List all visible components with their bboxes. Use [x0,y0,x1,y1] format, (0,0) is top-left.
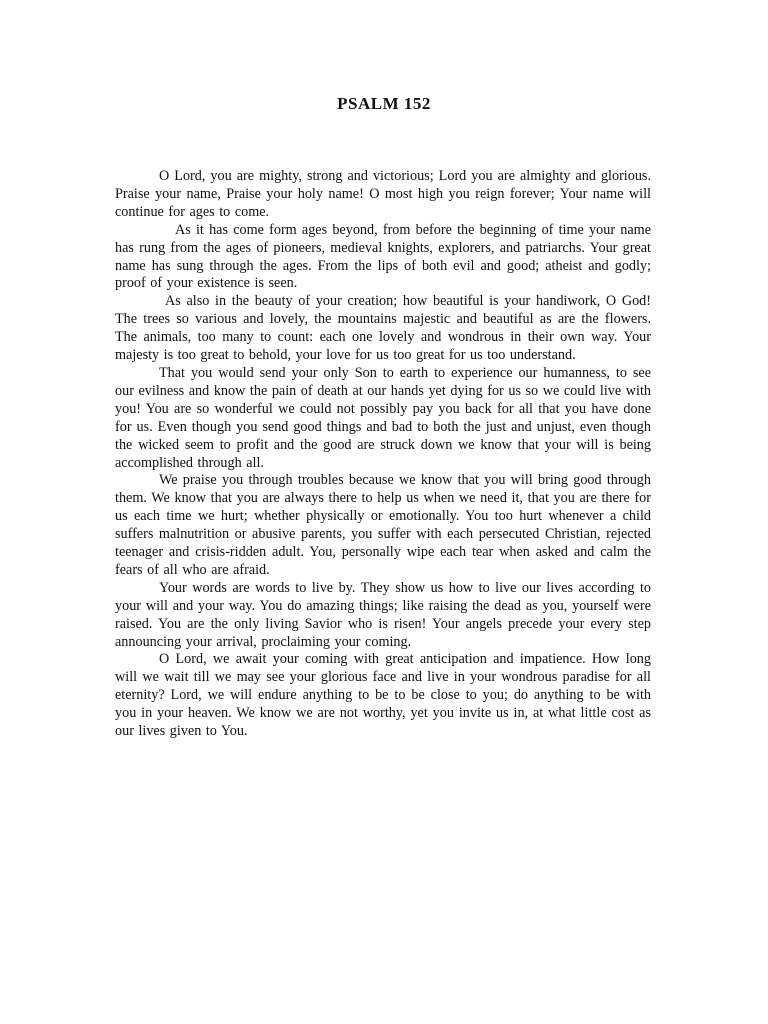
paragraph-5: We praise you through troubles because we know that you will bring good through them. We know that you are always there to help us when we need it, that you are there for us each time we hurt; whether physically or emotionally. You too hurt whenever a child suffers malnutrition or abusive parents, you suffer with each persecuted Christian, rejected teenager and crisis-ridden adult. You, personally wipe each tear when asked and calm the fears of all who are afraid. [115,472,651,578]
paragraph-6: Your words are words to live by. They show us how to live our lives according to your will and your way. You do amazing things; like raising the dead as you, yourself were raised. You are the only living Savior who is risen! Your angels precede your every step announcing your arrival, proclaiming your coming. [115,579,651,650]
paragraph-2: As it has come form ages beyond, from before the beginning of time your name has rung from the ages of pioneers, medieval knights, explorers, and patriarchs. Your great name has sung through the ages. From the lips of both evil and good; atheist and godly; proof of your existence is seen. [115,221,651,292]
psalm-body [115,168,651,741]
paragraph-7: O Lord, we await your coming with great anticipation and impatience. How long will we wait till we may see your glorious face and live in your wondrous paradise for all eternity? Lord, we will endure anything to be to be close to you; do anything to be with you in your heaven. We know we are not worthy, yet you invite us in, at what little cost as our lives given to You. [115,651,651,740]
paragraph-3: As also in the beauty of your creation; how beautiful is your handiwork, O God! The trees so various and lovely, the mountains majestic and beautiful as are the flowers. The animals, too many to count: each one lovely and wondrous in their own way. Your majesty is too great to behold, your love for us too great for us too understand. [115,293,651,364]
paragraph-4: That you would send your only Son to earth to experience our humanness, to see our evilness and know the pain of death at our hands yet dying for us so we could live with you! You are so wonderful we could not possibly pay you back for all that you have done for us. Even though you send good things and bad to both the just and unjust, even though the wicked seem to profit and the good are struck down we know that your will is being accomplished through all. [115,364,651,471]
page-title: PSALM 152 [337,94,431,113]
paragraph-1: O Lord, you are mighty, strong and victorious; Lord you are almighty and glorious. Praise your name, Praise your holy name! O most high you reign forever; Your name will continue for ages to come. [115,168,651,220]
